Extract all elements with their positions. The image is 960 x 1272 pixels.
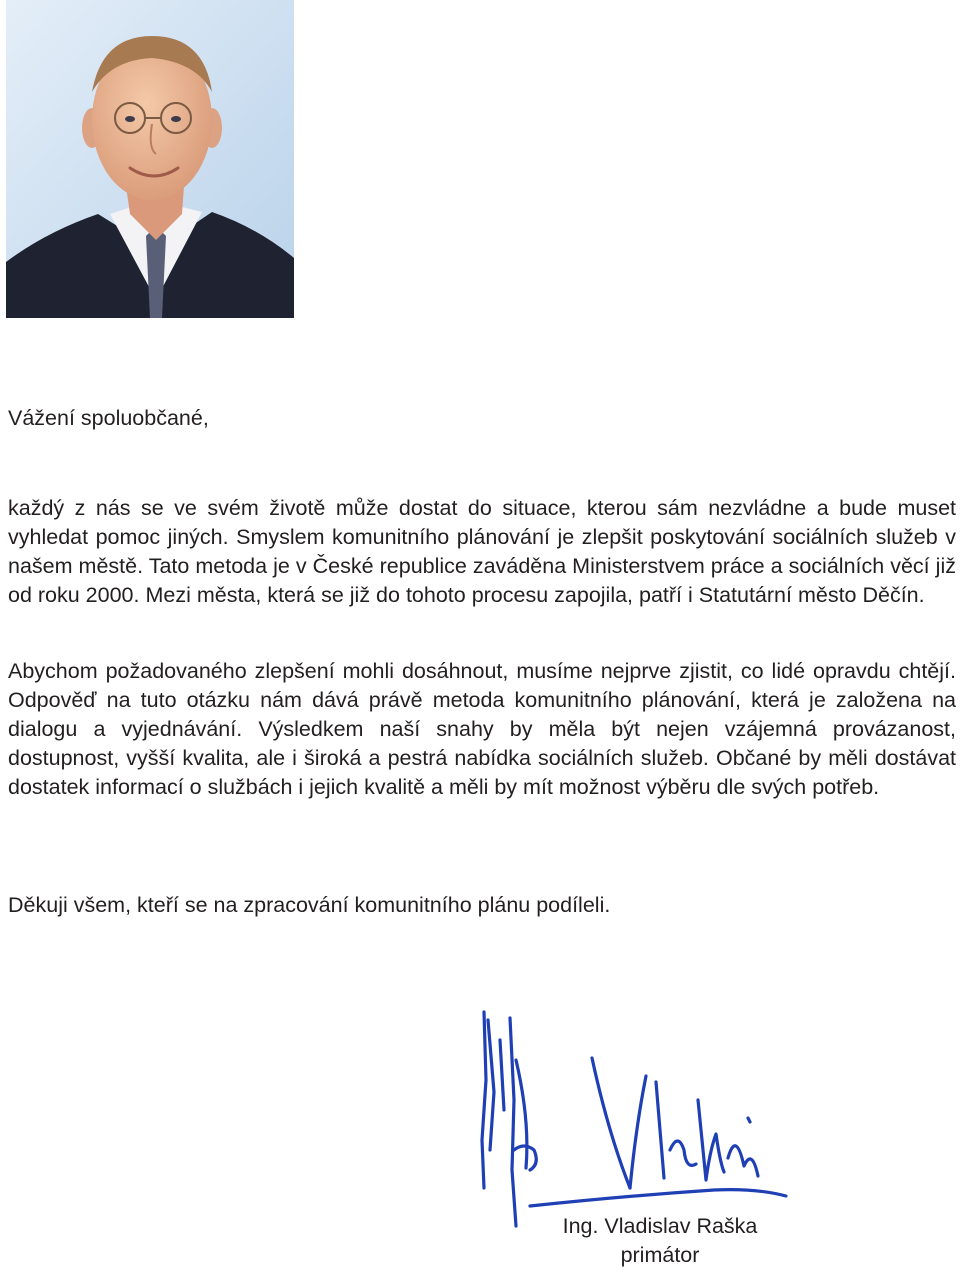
letter-paragraph-2: Abychom požadovaného zlepšení mohli dosáhnout, musíme nejprve zjistit, co lidé opravdu chtějí. Odpověď na tuto otázku nám dává právě metoda komunitního plánování, která je založena na dialogu a vyjednávání. Výsledkem naší snahy by měla být nejen vzájemná provázanost, dostupnost, vyšší kvalita, ale i široká a pestrá nabídka sociálních služeb. Občané by měli dostávat dostatek informací o službách i jejich kvalitě a měli by mít možnost výběru dle svých potřeb.	[8, 659, 956, 799]
signatory-name: Ing. Vladislav Raška	[562, 1214, 758, 1238]
signatory-block	[540, 1212, 780, 1270]
portrait-photo	[6, 0, 294, 318]
closing-thanks: Děkuji všem, kteří se na zpracování komunitního plánu podíleli.	[8, 893, 611, 917]
signatory-title: primátor	[620, 1243, 700, 1267]
salutation: Vážení spoluobčané,	[8, 406, 209, 430]
handwritten-signature	[474, 1000, 794, 1240]
letter-paragraph-1: každý z nás se ve svém životě může dostat do situace, kterou sám nezvládne a bude muset vyhledat pomoc jiných. Smyslem komunitního plánování je zlepšit poskytování sociálních služeb v našem městě. Tato metoda je v České republice zaváděna Ministerstvem práce a sociálních věcí již od roku 2000. Mezi města, která se již do tohoto procesu zapojila, patří i Statutární město Děčín.	[8, 496, 956, 607]
